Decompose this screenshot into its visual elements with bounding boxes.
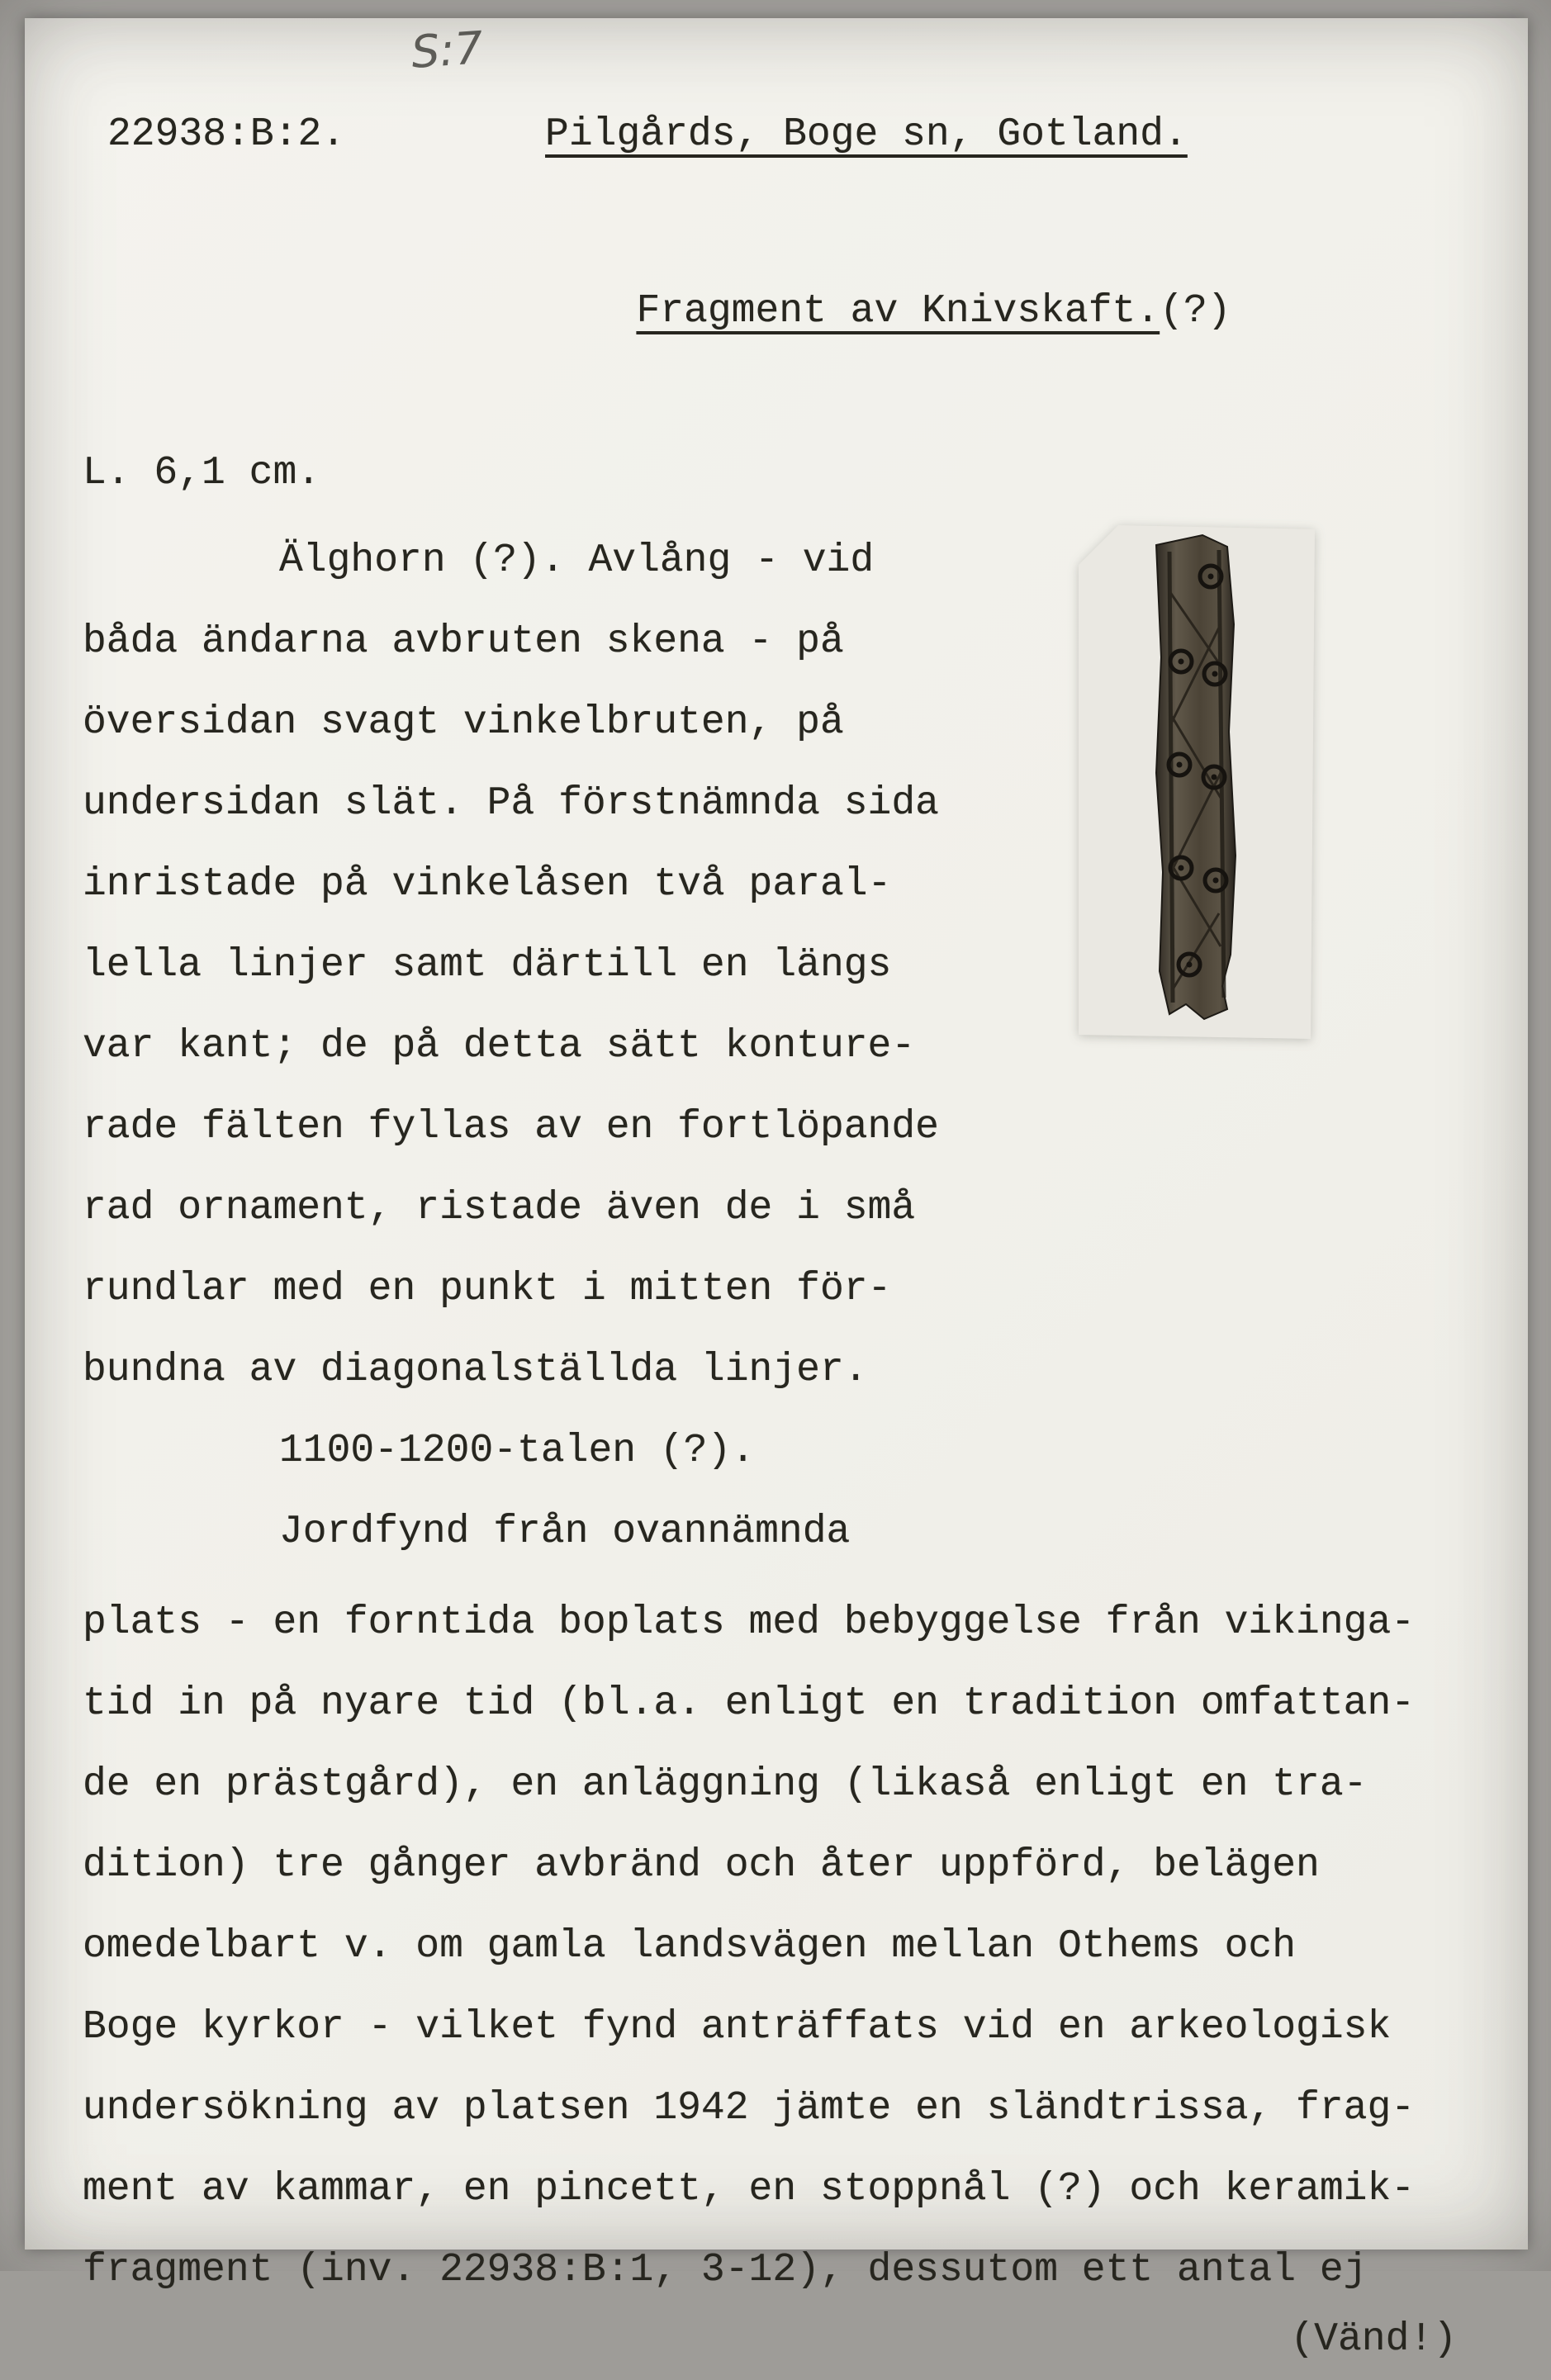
text-line: Älghorn (?). Avlång - vid [279, 538, 875, 583]
subtitle-row [446, 190, 1473, 433]
text-line: undersidan slät. På förstnämnda sida [83, 781, 939, 826]
artifact-photo [1079, 525, 1315, 1039]
text-line: båda ändarna avbruten skena - på [83, 619, 844, 664]
text-line: undersökning av platsen 1942 jämte en sländtrissa, frag- [83, 2086, 1416, 2131]
typewritten-content [25, 18, 1528, 2362]
length-note: L. 6,1 cm. [83, 451, 321, 495]
header-row [83, 94, 1473, 175]
text-line: ment av kammar, en pincett, en stoppnål (?) och keramik- [83, 2167, 1416, 2212]
find-details-paragraph [83, 1582, 1473, 2311]
page-title: Pilgårds, Boge sn, Gotland. [545, 112, 1188, 157]
find-intro-line: Jordfynd från ovannämnda [279, 1510, 851, 1554]
text-line: översidan svagt vinkelbruten, på [83, 700, 844, 745]
text-line: fragment (inv. 22938:B:1, 3-12), dessutom ett antal ej [83, 2248, 1368, 2292]
text-line: de en prästgård), en anläggning (likaså enligt en tra- [83, 1762, 1368, 1807]
text-line: tid in på nyare tid (bl.a. enligt en tradition omfattan- [83, 1681, 1416, 1726]
text-line: rundlar med en punkt i mitten för- [83, 1267, 892, 1311]
turn-note: (Vänd!) [1290, 2317, 1457, 2362]
text-line: lella linjer samt därtill en längs [83, 943, 892, 988]
text-line: Boge kyrkor - vilket fynd anträffats vid en arkeologisk [83, 2005, 1392, 2050]
handwritten-note: S:7 [409, 21, 485, 78]
paper [25, 18, 1528, 2362]
dating-line: 1100-1200-talen (?). [279, 1429, 756, 1473]
knife-handle-fragment-illustration [1079, 525, 1315, 1039]
text-line: dition) tre gånger avbränd och åter uppförd, belägen [83, 1843, 1320, 1888]
text-line: inristade på vinkelåsen två paral- [83, 862, 892, 907]
text-line: plats - en forntida boplats med bebyggelse från vikinga- [83, 1600, 1416, 1645]
text-line: omedelbart v. om gamla landsvägen mellan Othems och [83, 1924, 1297, 1969]
subtitle: Fragment av Knivskaft. [636, 289, 1160, 334]
text-line: var kant; de på detta sätt konture- [83, 1024, 916, 1069]
inventory-number: 22938:B:2. [107, 112, 346, 157]
text-line: rade fälten fyllas av en fortlöpande [83, 1105, 939, 1150]
text-line: bundna av diagonalställda linjer. [83, 1348, 868, 1392]
subtitle-suffix: (?) [1160, 289, 1231, 334]
text-line: rad ornament, ristade även de i små [83, 1186, 916, 1230]
